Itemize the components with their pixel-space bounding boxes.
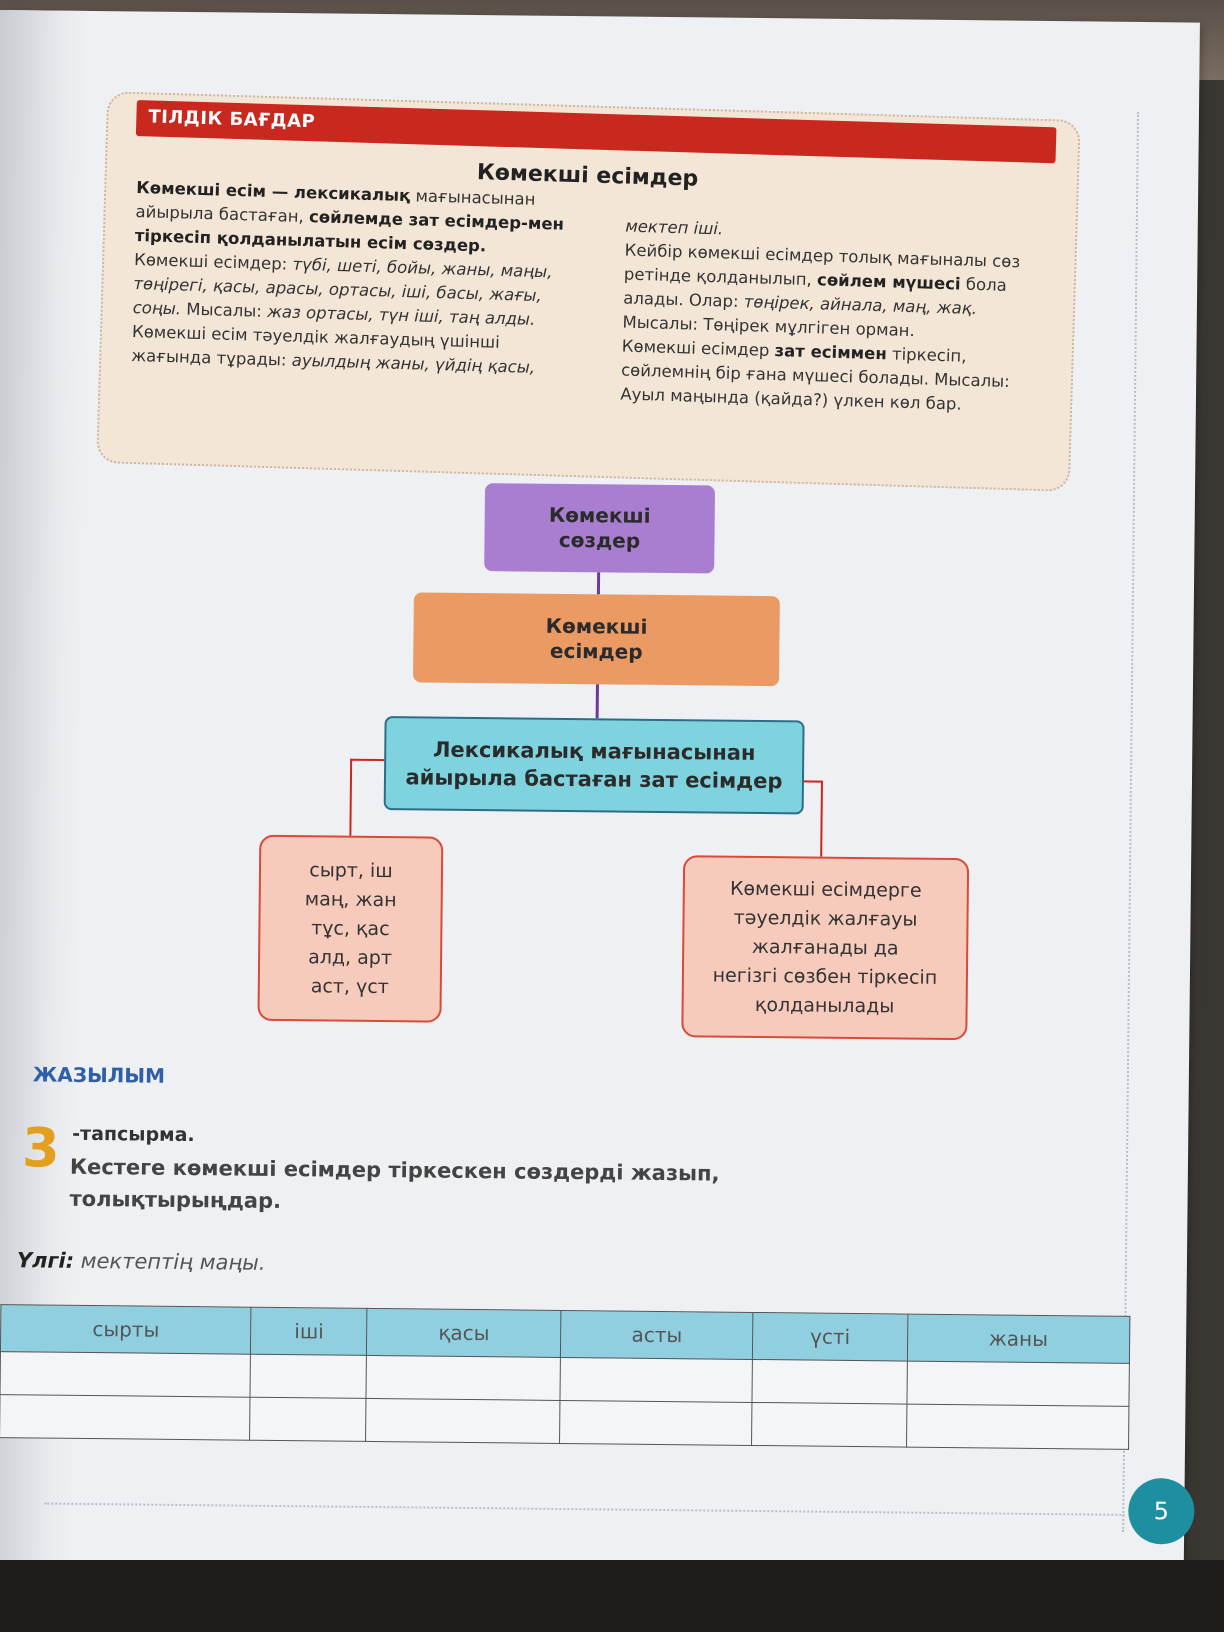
- table-header: қасы: [367, 1308, 561, 1357]
- member-bold: сөйлем мүшесі: [816, 270, 961, 294]
- noun-text-2: тіркесіп, сөйлемнің бір ғана мүшесі болады. Мысалы: Ауыл маңында (қайда?) үлкен көл бар.: [620, 344, 1011, 414]
- info-box: [96, 91, 1081, 492]
- node-line: Көмекші: [548, 502, 651, 528]
- member-paragraph: [622, 239, 1035, 347]
- node-line: тұс, қас: [311, 916, 390, 940]
- node-line: айырыла бастаған зат есімдер: [405, 765, 783, 794]
- connector-lex-right-v: [820, 781, 823, 857]
- table-cell[interactable]: [906, 1404, 1129, 1449]
- table-header: жаны: [907, 1314, 1130, 1363]
- examples-sample: жаз ортасы, түн іші, таң алды.: [266, 301, 536, 329]
- node-line: негізгі сөзбен тіркесіп: [712, 964, 938, 989]
- connector-mid-lex: [596, 684, 599, 718]
- noun-text: Көмекші есімдер: [621, 336, 775, 361]
- table-cell[interactable]: [250, 1354, 367, 1398]
- node-line: Көмекші: [545, 613, 648, 639]
- table-cell[interactable]: [0, 1395, 250, 1441]
- diagram-node-roots: [257, 835, 443, 1023]
- node-line: тәуелдік жалғауы: [733, 906, 918, 931]
- member-text: Кейбір көмекші есімдер толық мағыналы сөз ретінде қолданылып,: [623, 240, 1021, 290]
- writing-heading: ЖАЗЫЛЫМ: [32, 1062, 166, 1088]
- examples-paragraph: [132, 248, 579, 333]
- task-number: 3: [21, 1116, 60, 1180]
- table-header: сырты: [0, 1305, 251, 1355]
- examples-lead: Көмекші есімдер:: [133, 250, 293, 274]
- member-examples: төңірек, айнала, маң, жақ.: [743, 292, 978, 319]
- table-cell[interactable]: [560, 1400, 753, 1445]
- member-text-2: бола алады. Олар:: [622, 274, 1008, 312]
- sample-line: [17, 1248, 266, 1275]
- exercise-table: [0, 1304, 1130, 1450]
- section-label: ТІЛДІК БАҒДАР: [148, 106, 316, 133]
- continued-example-text: мектеп іші.: [625, 216, 724, 239]
- definition-text: мағынасынан айырыла бастаған,: [135, 186, 536, 227]
- node-line: Лексикалық мағынасынан: [432, 737, 756, 765]
- connector-lex-left-h: [350, 759, 384, 761]
- task-label: -тапсырма.: [72, 1122, 195, 1147]
- info-right-column: [620, 215, 1036, 419]
- node-line: сөздер: [558, 527, 641, 553]
- info-left-column: [131, 176, 582, 381]
- diagram-node-lexical: [384, 716, 805, 814]
- examples-list: түбі, шеті, бойы, жаны, маңы, төңірегі, қасы, арасы, ортасы, іші, басы, жағы, соңы.: [132, 254, 553, 319]
- examples-mysaly: Мысалы:: [180, 299, 268, 321]
- desk-surface: [0, 1560, 1224, 1632]
- definition-term: Көмекші есім — лексикалық: [136, 178, 411, 206]
- noun-bold: зат есіммен: [774, 341, 888, 364]
- node-line: қолданылады: [754, 993, 895, 1017]
- bottom-dotted-line: [44, 1503, 1124, 1516]
- table-cell[interactable]: [366, 1355, 560, 1400]
- table-header: үсті: [753, 1312, 908, 1361]
- table-header: асты: [561, 1310, 754, 1359]
- node-line: жалғанады да: [751, 935, 899, 959]
- info-title: Көмекші есімдер: [476, 160, 699, 192]
- table-cell[interactable]: [0, 1352, 251, 1398]
- node-line: сырт, іш: [309, 858, 393, 882]
- member-sample: Мысалы: Төңірек мұлгіген орман.: [622, 312, 916, 341]
- noun-paragraph: [620, 335, 1032, 419]
- diagram-node-auxiliary-words: [484, 483, 715, 573]
- section-bar: [136, 100, 1057, 163]
- sample-label: Үлгі:: [16, 1248, 75, 1273]
- table-cell[interactable]: [250, 1397, 367, 1441]
- sample-text: мектептің маңы.: [73, 1248, 266, 1275]
- page-number-badge: 5: [1128, 1478, 1195, 1545]
- node-line: аст, үст: [310, 974, 389, 998]
- table-cell[interactable]: [752, 1402, 907, 1447]
- node-line: алд, арт: [308, 945, 393, 969]
- table-cell[interactable]: [752, 1359, 907, 1404]
- textbook-page: [0, 10, 1200, 1577]
- definition-paragraph: [135, 176, 582, 261]
- connector-lex-left-v: [349, 759, 352, 836]
- definition-bold: сөйлемде зат есімдер-мен тіркесіп қолданылатын есім сөздер.: [134, 207, 565, 256]
- possessive-examples: ауылдың жаны, үйдің қасы,: [291, 350, 536, 377]
- table-cell[interactable]: [906, 1361, 1129, 1406]
- node-line: маң, жан: [304, 887, 397, 911]
- node-line: Көмекші есімдерге: [729, 877, 922, 902]
- table-cell[interactable]: [366, 1398, 560, 1443]
- diagram-node-auxiliary-nouns: [413, 592, 780, 686]
- table-cell[interactable]: [560, 1357, 753, 1402]
- node-line: есімдер: [549, 638, 643, 664]
- diagram-node-rule: [681, 855, 969, 1040]
- connector-top-mid: [597, 572, 600, 594]
- possessive-text: Көмекші есім тәуелдік жалғаудың үшінші жағында тұрады:: [131, 321, 501, 370]
- table-header: іші: [251, 1307, 368, 1355]
- task-instructions: Кестеге көмекші есімдер тіркескен сөздерді жазып, толықтырыңдар.: [69, 1154, 720, 1214]
